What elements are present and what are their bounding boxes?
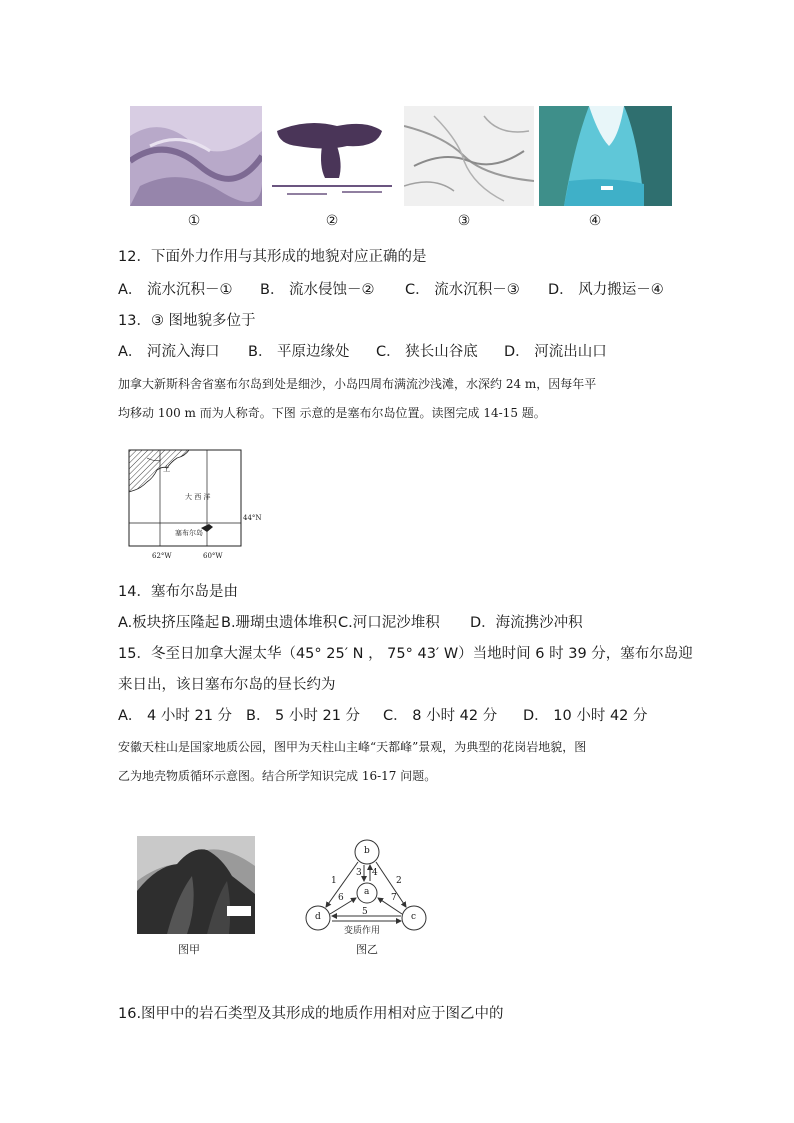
- passage-1-line-2: 均移动 100 m 而为人称奇。下图 示意的是塞布尔岛位置。读图完成 14-15 题。: [118, 406, 546, 420]
- arrow-label-5: 5: [362, 907, 368, 917]
- q13-option-a: A． 河流入海口: [118, 344, 220, 360]
- q14-option-b: B.珊瑚虫遗体堆积: [221, 615, 338, 631]
- arrow-label-2: 2: [396, 876, 402, 886]
- q13-option-b: B． 平原边缘处: [248, 344, 350, 360]
- sable-island-map: [127, 448, 262, 562]
- node-d-label: d: [315, 912, 321, 922]
- photo-label-2: ②: [325, 213, 339, 229]
- question-12-stem: 12．下面外力作用与其形成的地貌对应正确的是: [118, 249, 427, 265]
- photo-label-3: ③: [457, 213, 471, 229]
- map-ocean-label: 大 西 洋: [185, 493, 211, 501]
- q15-option-b: B． 5 小时 21 分: [246, 708, 361, 724]
- q12-option-b: B． 流水侵蚀－②: [260, 282, 375, 298]
- map-lat-label: 44°N: [243, 514, 262, 522]
- passage-2-line-2: 乙为地壳物质循环示意图。结合所学知识完成 16-17 问题。: [118, 769, 437, 783]
- arrow-label-7: 7: [391, 893, 397, 903]
- q14-option-c: C.河口泥沙堆积: [338, 615, 440, 631]
- q15-option-a: A． 4 小时 21 分: [118, 708, 233, 724]
- map-lon-left-label: 62°W: [152, 552, 172, 560]
- q12-option-a: A． 流水沉积－①: [118, 282, 233, 298]
- question-15-stem-line-2: 来日出，该日塞布尔岛的昼长约为: [118, 677, 336, 693]
- landform-photo-strip: [130, 106, 672, 206]
- q13-option-c: C． 狭长山谷底: [376, 344, 478, 360]
- node-b-label: b: [364, 846, 370, 856]
- arrow-label-3: 3: [356, 868, 362, 878]
- q12-option-c: C． 流水沉积－③: [405, 282, 520, 298]
- node-c-label: c: [411, 912, 417, 922]
- figure-yi-caption: 图乙: [356, 943, 378, 956]
- map-land-mark: 上: [163, 465, 170, 473]
- alluvial-fan-photo: [404, 106, 534, 206]
- gorge-photo: [539, 106, 672, 206]
- passage-2-line-1: 安徽天柱山是国家地质公园，图甲为天柱山主峰“天都峰”景观，为典型的花岗岩地貌，图: [118, 740, 587, 754]
- photo-label-4: ④: [588, 213, 602, 229]
- question-14-stem: 14．塞布尔岛是由: [118, 584, 238, 600]
- map-lon-right-label: 60°W: [203, 552, 223, 560]
- q15-option-d: D． 10 小时 42 分: [523, 708, 648, 724]
- question-14-options: [118, 613, 588, 633]
- sable-island-map-drawing: [127, 448, 247, 562]
- question-16-stem: 16.图甲中的岩石类型及其形成的地质作用相对应于图乙中的: [118, 1006, 504, 1022]
- question-13-options: [118, 342, 638, 362]
- figure-jia-caption: 图甲: [178, 943, 200, 956]
- question-15-options: [118, 706, 658, 726]
- mushroom-rock-photo: [267, 106, 399, 206]
- q14-option-d: D．海流携沙冲积: [470, 615, 583, 631]
- rock-cycle-labels: [298, 832, 428, 936]
- metamorphism-label: 变质作用: [344, 926, 381, 936]
- q13-option-d: D． 河流出山口: [504, 344, 607, 360]
- arrow-label-4: 4: [372, 868, 378, 878]
- question-13-stem: 13．③ 图地貌多位于: [118, 313, 256, 329]
- passage-1-line-1: 加拿大新斯科舍省塞布尔岛到处是细沙，小岛四周布满流沙浅滩，水深约 24 m，因每年平: [118, 377, 597, 391]
- q15-option-c: C． 8 小时 42 分: [383, 708, 498, 724]
- q14-option-a: A.板块挤压隆起: [118, 615, 220, 631]
- sand-dunes-photo: [130, 106, 262, 206]
- q12-option-d: D． 风力搬运－④: [548, 282, 664, 298]
- question-15-stem-line-1: 15．冬至日加拿大渥太华（45° 25′ N ， 75° 43′ W）当地时间 6 时 39 分，塞布尔岛迎: [118, 646, 693, 662]
- arrow-label-6: 6: [338, 893, 344, 903]
- arrow-label-1: 1: [331, 876, 337, 886]
- map-island-label: 塞布尔岛: [175, 529, 203, 537]
- question-12-options: [118, 280, 678, 300]
- tiandu-peak-photo: [137, 836, 255, 934]
- node-a-label: a: [364, 887, 370, 897]
- photo-label-1: ①: [187, 213, 201, 229]
